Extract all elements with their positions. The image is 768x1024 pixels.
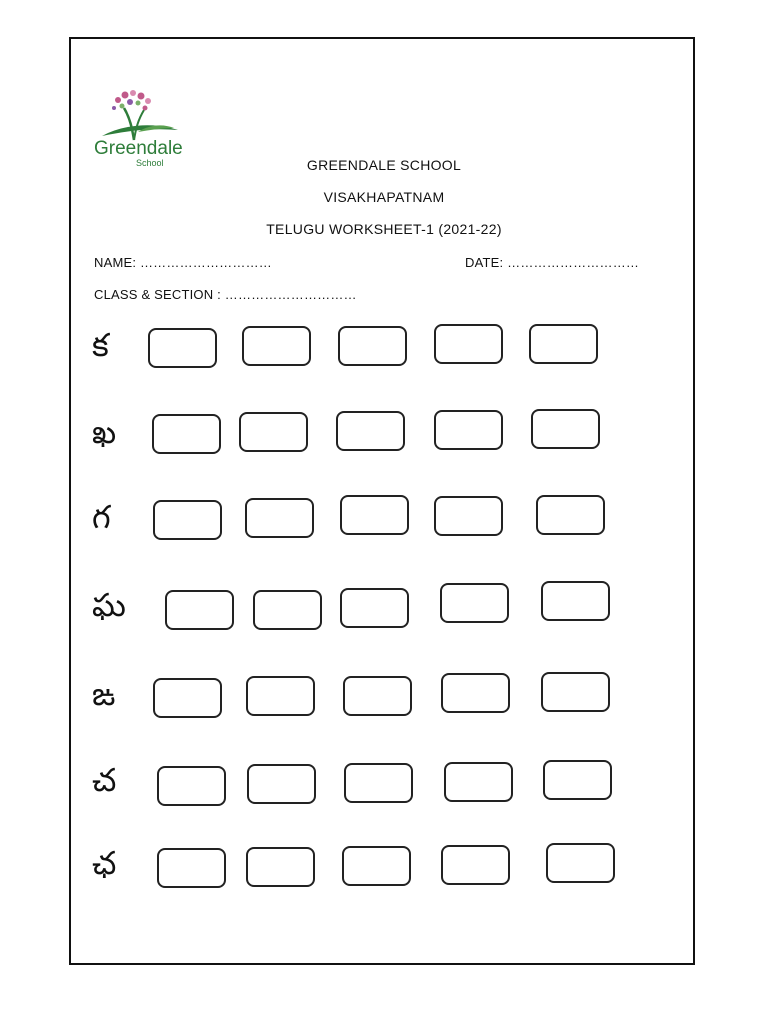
logo-wordmark: Greendale (94, 138, 183, 159)
writing-box[interactable] (340, 588, 409, 628)
name-field: NAME: ………………………… (94, 255, 272, 270)
writing-box[interactable] (152, 414, 221, 454)
writing-box[interactable] (239, 412, 308, 452)
writing-box[interactable] (153, 678, 222, 718)
school-name: GREENDALE SCHOOL (306, 157, 462, 173)
writing-box[interactable] (165, 590, 234, 630)
writing-box[interactable] (541, 672, 610, 712)
writing-box[interactable] (153, 500, 222, 540)
writing-box[interactable] (157, 848, 226, 888)
writing-box[interactable] (246, 676, 315, 716)
writing-box[interactable] (253, 590, 322, 630)
writing-box[interactable] (536, 495, 605, 535)
telugu-letter: ఙ (92, 675, 116, 713)
writing-box[interactable] (245, 498, 314, 538)
writing-box[interactable] (157, 766, 226, 806)
telugu-letter: గ (92, 498, 111, 536)
writing-box[interactable] (340, 495, 409, 535)
writing-box[interactable] (242, 326, 311, 366)
writing-box[interactable] (531, 409, 600, 449)
writing-box[interactable] (441, 673, 510, 713)
telugu-letter: ఛ (92, 844, 117, 882)
writing-box[interactable] (148, 328, 217, 368)
telugu-letter: క (92, 326, 109, 364)
writing-box[interactable] (546, 843, 615, 883)
writing-box[interactable] (434, 324, 503, 364)
date-field: DATE: ………………………… (465, 255, 640, 270)
telugu-letter: ఘ (92, 586, 126, 624)
writing-box[interactable] (336, 411, 405, 451)
writing-box[interactable] (344, 763, 413, 803)
writing-box[interactable] (440, 583, 509, 623)
telugu-letter: ఖ (92, 413, 117, 451)
city-name: VISAKHAPATNAM (323, 189, 445, 205)
writing-box[interactable] (441, 845, 510, 885)
writing-box[interactable] (246, 847, 315, 887)
writing-box[interactable] (444, 762, 513, 802)
writing-box[interactable] (543, 760, 612, 800)
logo-subtitle: School (136, 158, 164, 168)
writing-box[interactable] (338, 326, 407, 366)
writing-box[interactable] (247, 764, 316, 804)
writing-box[interactable] (343, 676, 412, 716)
writing-box[interactable] (541, 581, 610, 621)
writing-box[interactable] (434, 496, 503, 536)
writing-box[interactable] (434, 410, 503, 450)
writing-box[interactable] (529, 324, 598, 364)
telugu-letter: చ (92, 761, 117, 799)
worksheet-title: TELUGU WORKSHEET-1 (2021-22) (266, 221, 502, 237)
class-section-field: CLASS & SECTION : ………………………… (94, 287, 357, 302)
writing-box[interactable] (342, 846, 411, 886)
